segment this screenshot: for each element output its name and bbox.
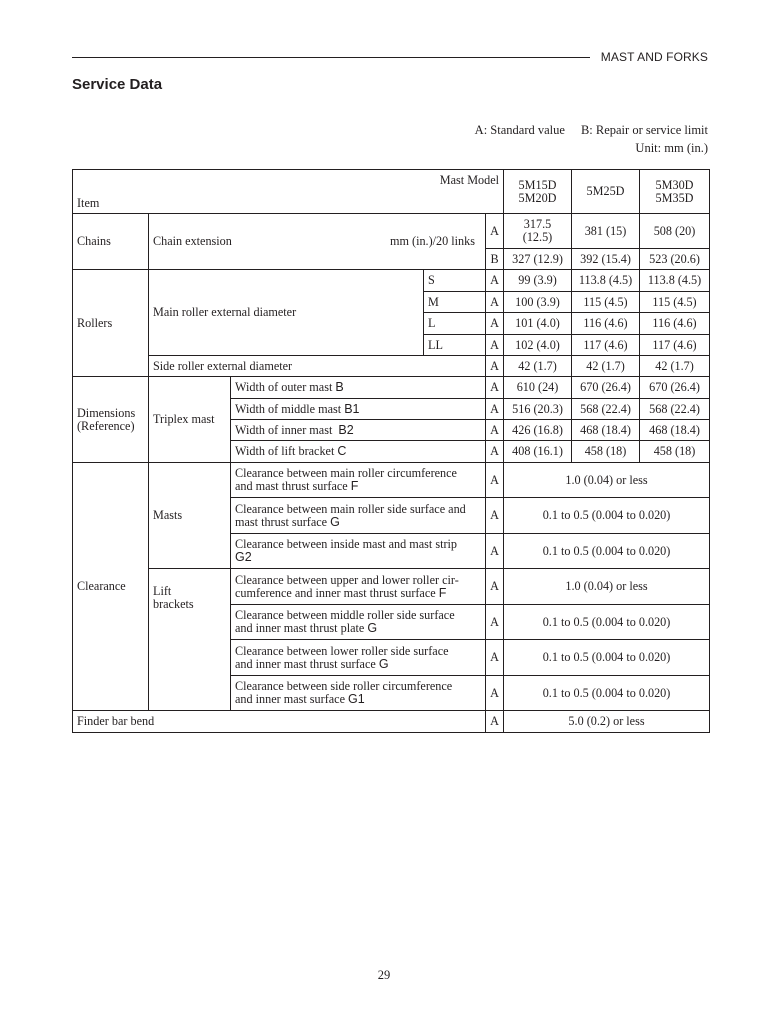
section-header: MAST AND FORKS — [600, 50, 708, 64]
table-row: Chains mm (in.)/20 links Chain extension A 317.5 (12.5) 381 (15) 508 (20) — [73, 214, 710, 249]
table-row: L A 101 (4.0) 116 (4.6) 116 (4.6) — [73, 313, 710, 335]
table-row: Clearance between main roller side surface and mast thrust surface G A 0.1 to 0.5 (0.004 to 0.020) — [73, 498, 710, 534]
table-row: Clearance between middle roller side surface and inner mast thrust plate G A 0.1 to 0.5 (0.004 to 0.020) — [73, 605, 710, 640]
chain-unit: mm (in.)/20 links — [390, 234, 475, 248]
chains-group: Chains — [73, 214, 149, 270]
table-row: Lift brackets Clearance between upper and lower roller cir- cumference and inner mast thrust surface F A 1.0 (0.04) or less — [73, 569, 710, 605]
table-row: Clearance between lower roller side surface and inner mast thrust surface G A 0.1 to 0.5 (0.004 to 0.020) — [73, 640, 710, 676]
legend-standard-value: A: Standard value — [474, 123, 565, 137]
legend-unit: Unit: mm (in.) — [635, 141, 708, 155]
table-row: B 327 (12.9) 392 (15.4) 523 (20.6) — [73, 249, 710, 270]
table-row: Rollers Main roller external diameter S A 99 (3.9) 113.8 (4.5) 113.8 (4.5) — [73, 270, 710, 292]
table-head-row — [73, 170, 710, 214]
side-roller-item: Side roller external diameter — [149, 356, 486, 377]
triplex-mast-subgroup: Triplex mast — [149, 377, 231, 463]
service-data-table — [72, 169, 710, 733]
masts-subgroup: Masts — [149, 463, 231, 569]
page-title: Service Data — [72, 76, 163, 93]
table-row: Clearance between inside mast and mast strip G2 A 0.1 to 0.5 (0.004 to 0.020) — [73, 534, 710, 569]
table-row: Width of middle mast B1 A 516 (20.3) 568 (22.4) 568 (22.4) — [73, 399, 710, 420]
main-roller-item: Main roller external diameter — [149, 270, 424, 356]
model-col-1: 5M15D 5M20D — [504, 170, 572, 214]
table-row: LL A 102 (4.0) 117 (4.6) 117 (4.6) — [73, 335, 710, 356]
table-row: Side roller external diameter A 42 (1.7) 42 (1.7) 42 (1.7) — [73, 356, 710, 377]
item-label: Item — [77, 196, 100, 210]
finder-bar-item: Finder bar bend — [73, 711, 486, 733]
chain-extension-item: mm (in.)/20 links Chain extension — [149, 214, 486, 270]
head-item-cell — [73, 170, 504, 214]
legend-service-limit: B: Repair or service limit — [580, 123, 708, 137]
table-row: Width of inner mast B2 A 426 (16.8) 468 (18.4) 468 (18.4) — [73, 420, 710, 441]
header-rule — [72, 57, 590, 58]
table-row: M A 100 (3.9) 115 (4.5) 115 (4.5) — [73, 292, 710, 313]
clearance-group: Clearance — [73, 463, 149, 711]
table-row: Clearance between side roller circumference and inner mast surface G1 A 0.1 to 0.5 (0.004 to 0.020) — [73, 676, 710, 711]
table-row: Dimensions (Reference) Triplex mast Width of outer mast B A 610 (24) 670 (26.4) 670 (26.4) — [73, 377, 710, 399]
table-row: Width of lift bracket C A 408 (16.1) 458 (18) 458 (18) — [73, 441, 710, 463]
table-row: Clearance Masts Clearance between main roller circumference and mast thrust surface F A 1.0 (0.04) or less — [73, 463, 710, 498]
table-row: Finder bar bend A 5.0 (0.2) or less — [73, 711, 710, 733]
page-number: 29 — [377, 968, 391, 982]
lift-brackets-subgroup: Lift brackets — [149, 569, 231, 711]
model-col-3: 5M30D 5M35D — [640, 170, 710, 214]
mast-model-label: Mast Model — [439, 173, 500, 187]
model-col-2: 5M25D — [572, 170, 640, 214]
legend — [475, 121, 708, 157]
rollers-group: Rollers — [73, 270, 149, 377]
dimensions-group: Dimensions (Reference) — [73, 377, 149, 463]
